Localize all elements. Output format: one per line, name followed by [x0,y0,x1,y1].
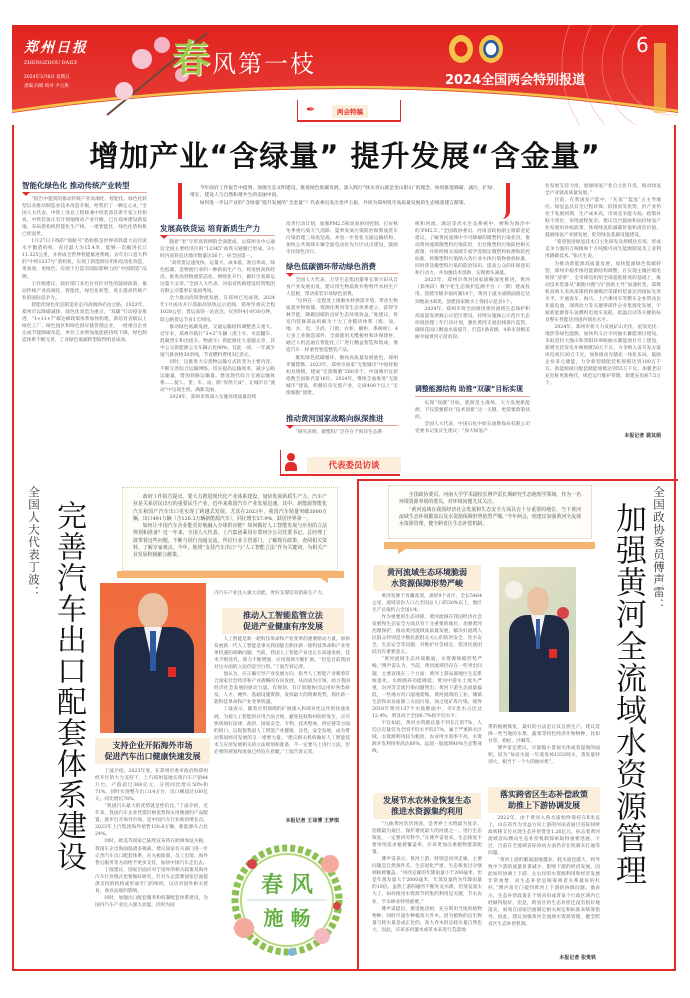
paragraph: 政府工作报告提出，要大力推进现代化产业体系建设，加快发展新质生产力。汽车产业是关系居民出行的重要民生产业，近年来我国汽车产业发展迅速。其中，新能源智能化汽车和国产汽车出口更实现了跨越式发展。尤其在2023年，我国汽车销量突破3000万辆，出口491万辆（含120.3万辆新能源汽车），同比增长57.9%，跃居世界第一。 [133,494,327,522]
subheading [222,608,344,634]
article-column [545,183,661,429]
paragraph: 为推动新能源高质量发展，加快能源绿色低碳转型，郑州市稳步推进能源结构调整，在实现主城区煤电机组“清零”、全市煤电机组全部超低排放的基础上，推动技术装备从“跟跑并跑”向“创新主导”加速转变，郑煤机高端大采高采煤机和薄煤层采煤机装备达到国际先进水平。宇通客车、海马、上汽乘用车等整车企业带动比亚迪电池、深圳动力等关键零部件企业集群化发展，宇通新能源客车氢燃料电池车氢耗、低温启动等关键指标及整车性能达到国内领先水平。 [545,261,661,323]
paragraph: 全力推动高铁物流发展，在郑州已见成效。2024年1月成功开行郑渝高铁快运示范线，郑州至重庆全程1028公里，货运高铁一站直达，仅用时4小时30分钟，较公路货运节省1天时间。 [160,296,275,323]
paragraph: 推动绿色低碳发展，交通运输结构调整意义重大。近年来，郑州市践行“3+2”车辆（渣土车、水泥罐车、混凝货车和出租车、物流车）新能源化大道题文章，其中公交新能源公交车辆占比98%，仅此一项，一年减少尾气排放物30余吨，节省燃料费用3亿余元。 [160,324,275,358]
paragraph: 黄河发源于青藏高原，流经9个省区，全长5464公里，流域省份人口占全国总人口的30%以上，地区生产总值约占全国1/4。 [372,594,482,614]
paragraph: 傅声雷表示，黄河上游，特别是河西走廊，主要问题是自然条件差，生态退化严重，生态恢复过分强调植被覆盖。“河西走廊的年降雨量小于200毫米，但是年蒸发量大于2000毫米，年蒸发量约为年降雨量的10倍。虽然上游的融雪不断补充水源，但蒸发量太大了。如何推进水资源节约集约利用是关键，节水农业、节水林业特别重要。” [372,857,482,905]
paragraph: 聚焦绿色低碳循环，擦亮高质量发展底色。郑州步履铿锵。2023年，郑州市国家“无废城市”中原样板初具规模，建成“无废细胞”260余个，中国城市宜居指数全国排名第16位。2024年，继续全面推进“无废城市”建设，积极培育无废产业，完成400个以上“无废细胞”创建。 [286,355,398,396]
paragraph: 2024年，郑州市将全面推进黄河流域生态保护和高质量发展核心示范区建设。持续实施核心示范区生态环境治理三年行动计划，强化黄河支流沿线排污监管，确保花园口断面水质提升，打造1条省级、4条市县级美丽幸福黄河示范河段。 [415,306,530,340]
subheading: 推动黄河国家战略向纵深推进 [286,413,398,426]
paragraph: 丁波介绍，2023年度，在郑州市委市政府和郑州经开区的大力支持下，上汽郑州基地实现汽车产销44万台，产值超过368亿元，分别同比增长50%和71%。同时实现整车出口14万台，出口额超过100亿元，同比增长76%。 [95,769,208,803]
subheading-line: 促进汽车出口健康快速发展 [104,752,201,761]
subheading-line: 黄河流域生态环境脆弱 [387,568,467,577]
paragraph: 2023年，郑州市黄河国家战略深度推进。黄河（郑州段）数字化生态保护监测平台（一期）建成投用。创建市级幸福河湖10个，黄河干流水质断面稳定达到地表水Ⅱ类。创建国家级水土保持示范县1个。 [415,278,530,305]
paragraph: 傅声雷还建议，尽量缩小景观水体或者湿地的面积，因为“每亩水面一年蒸发掉1333吨水，蒸发量特别大，相当于一个大的抽水机”。 [488,746,600,766]
paragraph: “报告中提到的推动传统产业高端化、智能化、绿色化转型以及推动制造业技术改造升级，给我们了一颗定心丸。”全国人大代表、中铁工业总工程师兼中铁装备首席专家王杜娟说，中铁装备正有计划地推动产业升级，已在郑州建设新基地，布局盾构机智能化生产线，一批智能化、绿色化盾构机已经面世。 [22,197,147,238]
byline: 本报记者 张贵铁 [559,955,596,961]
fu-shenglei-photo [499,567,576,712]
paragraph: 2022年，由于黄河入鲁水质始终保持在Ⅱ类以上，山东省作为受益方向上游的河南省通过省际间财政转移支付兑现生态补偿资金1.26亿元，标志着黄河流域省际横向生态补偿机制探索取得重要进展。不过，目前在全流域省际协同方面仍存在机制未打通等问题。 [488,816,600,857]
paragraph: 人工智能是新一轮科技革命和产业变革的重要驱动力量，加快发展新一代人工智能是事关我国能否抓住新一轮科技革命和产业变革机遇的战略问题。当前，我国人工智能产业也正在高速发展，技术不断迭代，算力不断增强，应用领域不断扩展。“但是目前我国对这方面的立法仍是空白的。”丁波告诉记者。 [214,637,350,671]
ding-bo-photo [100,583,206,733]
paragraph: 2024年，郑州市将深入实施环境质量持续 [169,395,257,401]
newspaper-logo: 郑州日报 [24,40,88,56]
paragraph: “黄河流域生态环境脆弱，水资源保障形势严峻。”傅声雷认为，当前，黄河流域仍存在一些突出问题，主要表现在三个方面：黄河上游局部地区生态系统退化，水源涵养功能降低；黄河中游水土流失严重，汾河等支流污染问题突出；黄河下游生态流量偏低，一些地方河口湿地萎缩。黄河流域的工业、城镇生活和农业面源三方面污染，加之尾矿库污染，使得2018年黄河137个水质断面中，劣Ⅴ类水占比达12.4%，明显高于全国6.7%的平均水平。 [372,657,482,719]
paragraph: 全国人大代表、中国石化中原石油勘探局有限公司党委书记张庆生建议：“加大绿氢产 [415,422,530,435]
section-banner-label: 代表委员访谈 [307,457,401,473]
page-headline: 增加产业“含绿量” 提升发展“含金量” [89,139,601,173]
special-report-title: 2024全国两会特别报道 [445,73,586,88]
paragraph: 改善行动计划，加强PM2.5和臭氧协同控制，打好秋冬季重污染天气消除、夏季臭氧污染防治和柴油货车污染治理三场攻坚战。并进一步优化交通运输结构，加快公共领域车辆全面电动化先行区试点建设，鼓励市民绿色出行。 [286,222,398,256]
subheading-line: 发展节水农林业恢复生态 [383,796,471,805]
intro-speech-bar [117,571,344,578]
subheading [488,787,600,813]
interview-intro-box [388,485,592,539]
subheading: 智能化绿色化 推动传统产业转型 [22,180,147,193]
wreath-text-line2: 施 畅 [263,906,311,930]
paragraph: 作为重要的生态屏障，黄河流域在我国经济社会发展和生态安全方面具有十分重要的地位，加强黄河治理保护，推动黄河流域高质量发展，解决好流域人民群众特别是少数民族群众关心的防洪安全、饮水安全、生态安全等问题，对维护社会稳定、促进民族团结具有重要意义。 [372,615,482,656]
subheading-line: 支持企业开拓海外市场 [112,741,193,750]
article-column [286,277,398,411]
paragraph: 全国人大代表、万华生态集团董事长郭兴田从自身产业发展出发，建议用生物质废弃物替代木材生产人造板，带动家装市场绿色消费。 [286,278,398,298]
special-feature-label: 两会特稿 [332,105,368,118]
paragraph: 丁波表示，随着应用领域的扩展深入和商业化运作的快速发展，为使人工智能的应用合法合规，避免侵权和纠纷的发生，应尽快规划好法律、政府、国家安全、专利、技术壁垒、供应链等方面的接口，以促使我国人工智能产业健康、良性、安全发展，成为带动我国经济发展的又一重要力量。“建议相关机构做好人工智能技术与应用发展相关的立法规划和准备，不一定要马上进行立法，但必要的规划和准备已经迫在眉睫。”丁波告诉记者。 [214,707,350,755]
speech-bar-tail [398,549,406,554]
article-column [286,221,398,257]
byline: 本报记者 裴其娟 [624,433,661,439]
national-emblem-icon [449,35,473,63]
paragraph: 实现“双碳”目标，能源是主战场。大力发展新能源，不仅需要抓住“技术创新”这一关键，更需要政策扶持。 [415,401,530,421]
paragraph: “高铁货运速度快、运量大、成本低、准点率高、绿色低碳，是物流行业的一种新质生产力。将发展高铁经济，推进高铁物流常态化、网络化开行，做好空高联运这篇大文章。”全国人大代表、河南省铁路建设投资集团有限公司董事长张国秀说。 [160,261,275,295]
paragraph: 全国政协委员、河南大学学术副校长傅声雷长期研究生态地理学领域，作为一名环境资源界别的委员，对环境问题尤其关注。 [399,492,581,506]
paragraph: 他认为，应正确引导产业发展方向，指导人工智能产业朝着符合国家社会经济和产业战略的方向发展，从而成为引领、助力我国经济社会发展的驱动力量。有规划、有计划地协同运用好各类研发、人才、硬件、基础设施资源，发挥最大的资源优势，抓住新一轮科技革命和产业变革机遇。 [214,672,350,706]
photo-caption-subheading [95,738,210,764]
paragraph: 目前，在我国氢产能中，“灰氢”“蓝氢”占主导地位。绿氢虽具有全过程环保、低排放等优势，但产业仍处于发展初期，生产成本高，市场竞争能力弱，政策补贴不到位，审批流程复杂。建议出台鼓励和扶持绿氢产业发展的补贴政策，体现绿氢的减碳价值和清洁价值，鼓励绿氢产业链发展，促进绿氢基础设施建设。 [545,198,661,239]
subheading [373,565,481,591]
newspaper-english-name: ZHENGZHOU DAILY [24,60,78,66]
subheading-line: 推动人工智能监管立法 [243,611,323,620]
interviewee-kicker: 全国人大代表丁波： [27,486,41,599]
paragraph: 同时，加强出口配套服务和机制配套体系建设，为国内汽车产业注入强大动能，同时为国 [95,895,208,908]
subheading: 发展高铁货运 培育新质生产力 [160,223,275,236]
section-banner [280,450,400,476]
article-column [22,196,147,442]
paragraph: 不仅如此，黄河水资源总量不到长江的7%，人均占有量仅为全国平均水平的27%，属于严重缺水区域。水资源利用较为粗放，农业用水效率不高，水资源开发利用率高达80%，远超一般流域40%生态警戒线。 [372,720,482,755]
intro-paragraph: 如何进一步以产业的“含绿量”提升发展的“含金量”？代表委员发出金声玉振，共同为郑州筑牢高质量发展的生态根基建言献策。 [199,200,469,206]
paragraph: 随着“米”字形高铁网的全面建成，以郑州为中心通达全国主要经济区的“12345”高铁交通圈已形成，3小时内高铁直达地市数量达56个，居全国第一。 [160,240,275,260]
interviewee-icon [285,453,297,471]
article-column [286,429,398,441]
paragraph: 如何让中国汽车企业能更好地融入全球供应链？如何做好人工智能发展与应用的立法规划和准备？近一年来，全国人大代表、上汽集团乘用车郑州分公司党委书记、总经理丁波带着这些问题，不断与同行沟通交流，拜访行业主管部门，了解现有政策，查阅相关资料，了解专家观点。今年，他将“支持汽车出口”与“人工智能立法”作为关键词，为相关产业发展积极献言献策。 [133,523,327,559]
paragraph: “希望促进绿氢技术自主化研发及规模化应用，形成竞争力强的万吨级和十万吨级可再生能源制氢及工业利用降碳技术。”张庆生说。 [545,240,661,260]
paragraph: 2024年，郑州市将大力发展矿山光伏、屋顶光伏、地热等绿色能源，加快巩义后寺河抽水蓄能项目建设，争取登封大熊山和荥阳环翠峪抽水蓄能项目开工建设，新增光伏发电并网规模50万千瓦，力争纳入省开发方案风电项目30万千瓦。加快推动光储充一体化布局，鼓励企业多元储能，力争新型储能装机规模达到180万千瓦，新能源项目配套储能规模达到55万千瓦。加强老旧充电桩更新换代，规范运行维护管理，新建充电桩7.5万个。 [545,324,661,387]
speech-bar-tail [320,578,328,583]
cppcc-emblem-icon [479,35,503,63]
interviewee-kicker: 全国政协委员傅声雷： [652,486,666,611]
issue-date: 2024年3月8日 星期五 [24,75,70,80]
article-column [372,821,482,965]
paragraph: “我国汽车最大的优势就是性价比。”丁波介绍，近年来，我国汽车企业凭借价格优势和实用便捷的产品配置，逐步打开海外市场，是中国汽车行业新的增长点。2023年上汽集团海外销售120.8万辆，新能源车占比24%。 [95,804,208,838]
interview-title: 完善汽车出口配套体系建设 [51,500,86,872]
subheading-line: 落实跨省区生态补偿政策 [500,790,588,799]
intro-speech-bar [384,542,595,549]
editors-credit: 责编 向辉 校对 尹占典 [24,84,69,89]
upper-intro-box [178,183,510,219]
subheading [373,793,481,819]
paragraph: “这将在一定程度上缓解木材供需矛盾，带动生物质废弃物收储、资源化利用等生态体系建立，获得节林节能、降碳固碳的良好生态环境效益。”他建议，将室内装修部品拆解为十大工业模块体系（墙、顶、地、水、电、卫浴、门窗、衣柜、橱柜、系统柜），4万多工业制造部件，全部使用无醛板材和环保建材，通过人机直通在智能化工厂进行精益智造和集成，像造汽车一样柔性智造整装产品。 [286,299,398,354]
page-number: 6 [636,33,649,57]
paragraph: 同时，欧美等国家已陆续宣布将在欧洲加征关税，我国车企出海面临诸多挑战，建议国家有关部门进一步完善汽车出口配套体系，在关税政策、员工出境、海外售后服务等方面给予更多支持，加快中国汽车走出去。 [95,839,208,866]
paragraph: 统和河流、湖泊等淡水生态系统中，被称为海洋中的‘PM2.5’。”全国政协委员、河南省政协副主席薛金花建议，了解黄河流域中不可降解的微塑料污染状况，推动黄河流域微塑料污染防治，出台微塑料污染防控相关政策，并组织相关领域专家学者制定微塑料检测和防控标准，将微塑料污染纳入各行业水体污染物排放标准。同时普及微塑料污染的防治知识，提高公众的环保意识和行动力，并加强技术创新，实现源头减量。 [415,222,530,277]
paragraph: “研究表明，微塑料广泛存在于海洋生态系 [295,430,383,435]
intro-paragraph: 今年政府工作报告中提到，加强生态文明建设，推进绿色低碳发展。深入践行“绿水青山就是金山银山”的理念，协同推进降碳、减污、扩绿、增长，建设人与自然和谐共生的美丽中国。 [190,186,498,199]
paragraph: 1月27日下线的“领航号”盾构机是世界高铁最大直径泥水平衡盾构机，直径最大为15.4米，能够一次掘进长江11.325公里，并将成全世界智能掘进系统。去年出口意大利的“中铁1237号”盾构机，实现了新能源应用和电动化改造，更高效、更绿色，有助于打造有国际影响力的“中国制造”品牌。 [22,239,147,280]
paragraph: 傅声雷提出，要适地适树，充分利用当地的植物物种，同时尽量少种植高大乔木。因为植物的总生物量与耗水量是成正比的，高大乔木的总耗水量自然也大，因此，应该多用灌木或草本来进行荒漠地 [372,906,482,933]
paragraph: 带的植被恢复，最好的方法是让其自然生产。建议选择一些当地的水果、蔬菜等特色经济作物物种，比如甘草、枸杞、沙棘等。 [488,725,600,745]
subheading-line: 促进产业健康有序发展 [243,622,323,631]
article-column [214,590,350,605]
article-column [415,221,530,381]
article-column [160,239,275,442]
paragraph: 王杜娟建议，政府部门多出台有针对性的鼓励政策，推动传统产业高端化、智能化、绿色化转型，真正提高传统产业的国际竞争力。 [22,281,147,301]
wreath-text-line1: 春 风 [261,872,313,898]
subheading-line: 助推上下游协调发展 [508,801,580,810]
byline: 本报记者 王译博 王梦琪 [285,818,339,824]
paragraph: “九曲黄河浩浩汤汤，是世界上水情最为复杂、治理最为艰巨、保护难度最大的河流之一。进行生态恢复，一定要讲究科学。”在傅声雷看来，生态恢复不要单纯追求植被覆盖率，应该更加注重植物群落配置。 [372,822,482,856]
paragraph: 丁波建议，国家层面应对于国外的相关政策及海外汽车行业模式也要做好研究，针对车企需要国家层面提供支持的机构或形成专门的组织，以应对国外相关贸易、商业法规的影响。 [95,867,208,894]
special-feature-tag [297,100,401,122]
article-column [488,815,600,951]
column-title: 春风第一枝 [172,36,317,81]
subheading: 绿色低碳循环带动绿色消费 [286,261,398,274]
article-column [415,400,530,442]
interview-title: 加强黄河全流域水资源管理 [610,502,646,886]
subheading: 调整能源结构 助推“双碳”目标实现 [415,384,530,397]
article-column [214,636,350,812]
article-column [372,593,482,789]
subheading-line: 水资源保障形势严峻 [391,579,463,588]
spring-wreath-illustration [222,836,352,964]
subheading-line: 推进水资源集约利用 [391,807,463,816]
interview-intro-box [122,487,338,571]
pen-icon: ✒ [306,103,316,116]
paragraph: 内汽车产业注入强大动能，更好支撑培育新质生产力。 [214,591,327,596]
article-column [488,724,600,782]
article-column [95,768,208,960]
paragraph: “黄河流域在我国经济社会发展和生态安全方面具有十分重要的地位，当下黄河流域生态环境脆弱以及水资源保障形势依然严峻。”今年两会，他建议加强黄河全流域水资源管理，健全跨省区生态补偿机制。 [399,506,581,528]
paragraph: 智能化绿色化是制造业走向高端的必由之路。2023年，郑州市以降碳减排、绿色化改造为重点，“双碳”行动稳妥推进，“1+11+7”碳达峰政策体系加快构建，新培育省级以上绿色工厂、绿色园区和绿色供应链管理企业，一批重点企业完成节能降碳改造，单位工业增加值能耗持续下降，绿色制造体系不断完善，工业绿色低碳转型取得明显成效。 [22,302,147,343]
paragraph: 业发展支持力度，加强绿氢产业自主化开发，推动绿氢全产业链高质量发展。” [545,184,661,197]
paragraph: “黄河上游的脆弱湿地越多，耗水量也越大，将导致中下游的流量显著减少，影响下游的经济发展。因此如何协调上下游、左右岸的水资源利用和经济发展非常重要，而生态补偿是统筹两者关系最好的杠杆。”傅声雷专门提到黄河上下游的协调问题。他表示，生态补偿政策在个别省份或者某个行政区域内已经做得很好，但是，跨省区的生态补偿还没有很好地落实，亟须在国家层面制定相关规定和标准来统筹指导。因此，建议加强黄河全流域水资源管理，健全跨省区生态补偿机制。 [488,858,600,927]
paragraph: 同时，以推进大宗货物运输方式转变为主要内容，不断完善综合运输网络，切实提高运输效率，减少公路运输量，增加铁路运输量。建设现代综合交通运输体系……使人、货、车、站、路“浑然天成”，让城市在“流动”中呈现生机、满新美丽。 [160,359,275,393]
